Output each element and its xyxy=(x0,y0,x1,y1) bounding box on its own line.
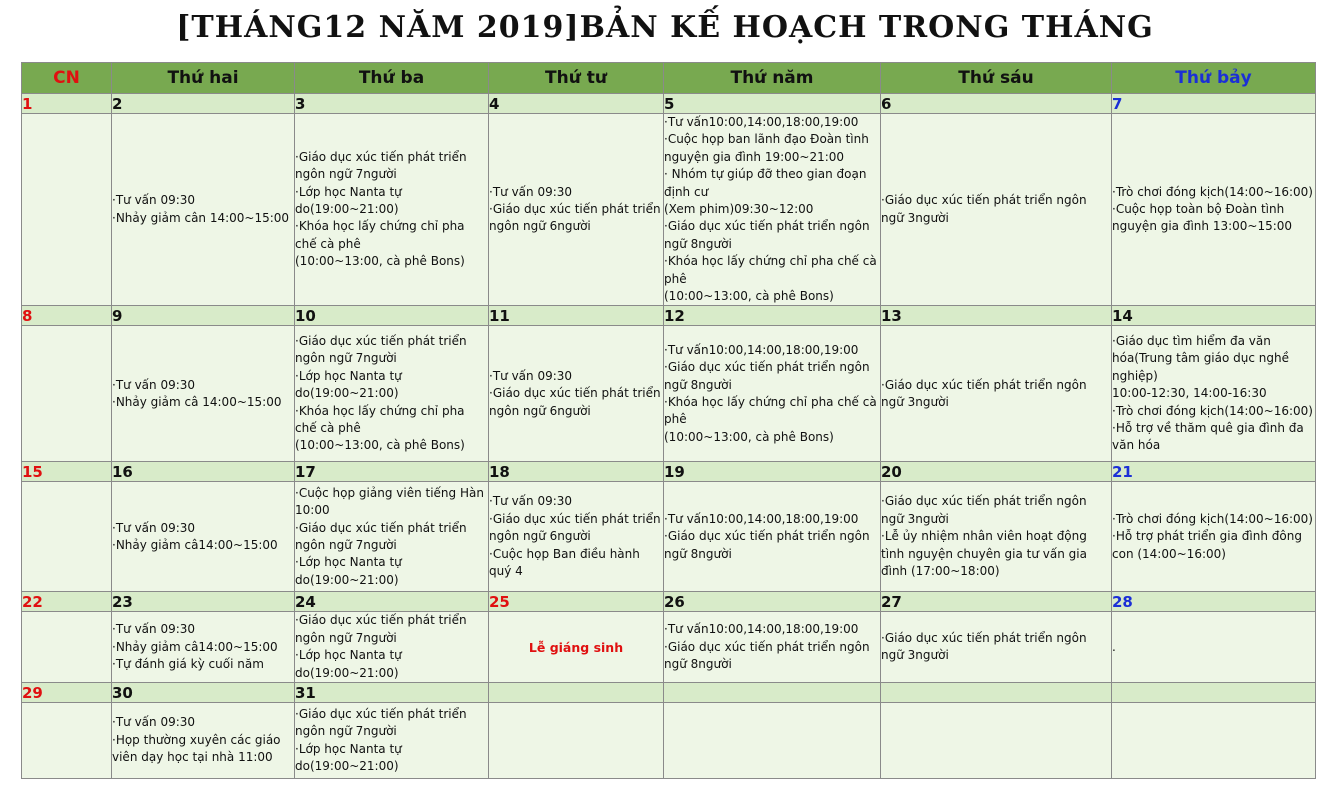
day-events: ·Tư vấn 09:30 ·Nhảy giảm câ14:00~15:00 xyxy=(112,482,295,592)
day-events: ·Tư vấn 09:30 ·Nhảy giảm cân 14:00~15:00 xyxy=(112,114,295,306)
date-number xyxy=(664,683,881,703)
day-events: ·Trò chơi đóng kịch(14:00~16:00) ·Hỗ trợ phát triển gia đình đông con (14:00~16:00) xyxy=(1112,482,1316,592)
date-number: 19 xyxy=(664,462,881,482)
weekday-header-row xyxy=(22,63,1316,94)
day-events: ·Tư vấn 09:30 ·Nhảy giảm câ 14:00~15:00 xyxy=(112,326,295,462)
day-events: ·Tư vấn 09:30 ·Họp thường xuyên các giáo viên dạy học tại nhà 11:00 xyxy=(112,703,295,779)
day-events xyxy=(22,612,112,683)
date-number: 8 xyxy=(22,306,112,326)
date-number: 22 xyxy=(22,592,112,612)
date-number: 21 xyxy=(1112,462,1316,482)
events-row xyxy=(22,703,1316,779)
day-events: ·Tư vấn10:00,14:00,18:00,19:00 ·Giáo dục xúc tiến phát triển ngôn ngữ 8người xyxy=(664,482,881,592)
events-row xyxy=(22,482,1316,592)
header-monday: Thứ hai xyxy=(112,63,295,94)
day-events: ·Cuộc họp giảng viên tiếng Hàn 10:00 ·Giáo dục xúc tiến phát triển ngôn ngữ 7người ·Lớp học Nanta tự do(19:00~21:00) xyxy=(295,482,489,592)
date-number: 31 xyxy=(295,683,489,703)
date-row xyxy=(22,306,1316,326)
date-number xyxy=(881,683,1112,703)
calendar-table xyxy=(21,62,1316,779)
date-row xyxy=(22,462,1316,482)
day-events: ·Tư vấn 09:30 ·Giáo dục xúc tiến phát triển ngôn ngữ 6người ·Cuộc họp Ban điều hành quý 4 xyxy=(489,482,664,592)
events-row xyxy=(22,326,1316,462)
day-events xyxy=(22,482,112,592)
date-number: 28 xyxy=(1112,592,1316,612)
day-events xyxy=(664,703,881,779)
day-events: ·Giáo dục xúc tiến phát triển ngôn ngữ 3người xyxy=(881,326,1112,462)
day-events: ·Tư vấn 09:30 ·Giáo dục xúc tiến phát triển ngôn ngữ 6người xyxy=(489,114,664,306)
date-number: 14 xyxy=(1112,306,1316,326)
date-number: 24 xyxy=(295,592,489,612)
date-number: 16 xyxy=(112,462,295,482)
day-events: ·Giáo dục xúc tiến phát triển ngôn ngữ 3người xyxy=(881,612,1112,683)
date-number-holiday: 25 xyxy=(489,592,664,612)
header-thursday: Thứ năm xyxy=(664,63,881,94)
date-number: 1 xyxy=(22,94,112,114)
header-sunday: CN xyxy=(22,63,112,94)
day-events: ·Giáo dục tìm hiểm đa văn hóa(Trung tâm giáo dục nghề nghiệp) 10:00-12:30, 14:00-16:30 ·Trò chơi đóng kịch(14:00~16:00) ·Hỗ trợ về thăm quê gia đình đa văn hóa xyxy=(1112,326,1316,462)
date-number: 3 xyxy=(295,94,489,114)
date-number: 26 xyxy=(664,592,881,612)
date-row xyxy=(22,592,1316,612)
day-events: ·Tư vấn10:00,14:00,18:00,19:00 ·Giáo dục xúc tiến phát triển ngôn ngữ 8người xyxy=(664,612,881,683)
date-number: 9 xyxy=(112,306,295,326)
day-events xyxy=(881,703,1112,779)
day-events xyxy=(1112,703,1316,779)
date-number: 30 xyxy=(112,683,295,703)
header-friday: Thứ sáu xyxy=(881,63,1112,94)
header-wednesday: Thứ tư xyxy=(489,63,664,94)
day-events xyxy=(22,326,112,462)
date-row xyxy=(22,94,1316,114)
day-events: ·Giáo dục xúc tiến phát triển ngôn ngữ 7người ·Lớp học Nanta tự do(19:00~21:00) xyxy=(295,703,489,779)
day-events: ·Tư vấn 09:30 ·Giáo dục xúc tiến phát triển ngôn ngữ 6người xyxy=(489,326,664,462)
date-number: 2 xyxy=(112,94,295,114)
day-events: . xyxy=(1112,612,1316,683)
day-events xyxy=(489,703,664,779)
day-events: ·Trò chơi đóng kịch(14:00~16:00) ·Cuộc họp toàn bộ Đoàn tình nguyện gia đình 13:00~15:00 xyxy=(1112,114,1316,306)
christmas-holiday-label: Lễ giáng sinh xyxy=(489,612,664,683)
day-events: ·Giáo dục xúc tiến phát triển ngôn ngữ 3người xyxy=(881,114,1112,306)
date-number: 6 xyxy=(881,94,1112,114)
day-events: ·Giáo dục xúc tiến phát triển ngôn ngữ 7người ·Lớp học Nanta tự do(19:00~21:00) ·Khóa học lấy chứng chỉ pha chế cà phê (10:00~13:00, cà phê Bons) xyxy=(295,326,489,462)
date-number: 4 xyxy=(489,94,664,114)
day-events xyxy=(22,114,112,306)
day-events: ·Giáo dục xúc tiến phát triển ngôn ngữ 7người ·Lớp học Nanta tự do(19:00~21:00) ·Khóa học lấy chứng chỉ pha chế cà phê (10:00~13:00, cà phê Bons) xyxy=(295,114,489,306)
events-row xyxy=(22,612,1316,683)
date-number: 15 xyxy=(22,462,112,482)
date-number: 27 xyxy=(881,592,1112,612)
day-events: ·Tư vấn 09:30 ·Nhảy giảm câ14:00~15:00 ·Tự đánh giá kỳ cuối năm xyxy=(112,612,295,683)
day-events: ·Giáo dục xúc tiến phát triển ngôn ngữ 7người ·Lớp học Nanta tự do(19:00~21:00) xyxy=(295,612,489,683)
date-number: 5 xyxy=(664,94,881,114)
header-tuesday: Thứ ba xyxy=(295,63,489,94)
events-row xyxy=(22,114,1316,306)
date-number: 17 xyxy=(295,462,489,482)
page-title: [THÁNG12 NĂM 2019]BẢN KẾ HOẠCH TRONG THÁNG xyxy=(176,10,1154,45)
date-number: 7 xyxy=(1112,94,1316,114)
header-saturday: Thứ bảy xyxy=(1112,63,1316,94)
date-number xyxy=(1112,683,1316,703)
date-row xyxy=(22,683,1316,703)
date-number: 29 xyxy=(22,683,112,703)
date-number: 20 xyxy=(881,462,1112,482)
day-events: ·Tư vấn10:00,14:00,18:00,19:00 ·Cuộc họp ban lãnh đạo Đoàn tình nguyện gia đình 19:00~21:00 · Nhóm tự giúp đỡ theo gian đoạn định cư (Xem phim)09:30~12:00 ·Giáo dục xúc tiến phát triển ngôn ngữ 8người ·Khóa học lấy chứng chỉ pha chế cà phê (10:00~13:00, cà phê Bons) xyxy=(664,114,881,306)
day-events: ·Giáo dục xúc tiến phát triển ngôn ngữ 3người ·Lễ ủy nhiệm nhân viên hoạt động tình nguyện chuyên gia tư vấn gia đình (17:00~18:00) xyxy=(881,482,1112,592)
date-number: 18 xyxy=(489,462,664,482)
date-number: 11 xyxy=(489,306,664,326)
day-events xyxy=(22,703,112,779)
date-number xyxy=(489,683,664,703)
day-events: ·Tư vấn10:00,14:00,18:00,19:00 ·Giáo dục xúc tiến phát triển ngôn ngữ 8người ·Khóa học lấy chứng chỉ pha chế cà phê (10:00~13:00, cà phê Bons) xyxy=(664,326,881,462)
date-number: 12 xyxy=(664,306,881,326)
date-number: 13 xyxy=(881,306,1112,326)
date-number: 10 xyxy=(295,306,489,326)
date-number: 23 xyxy=(112,592,295,612)
